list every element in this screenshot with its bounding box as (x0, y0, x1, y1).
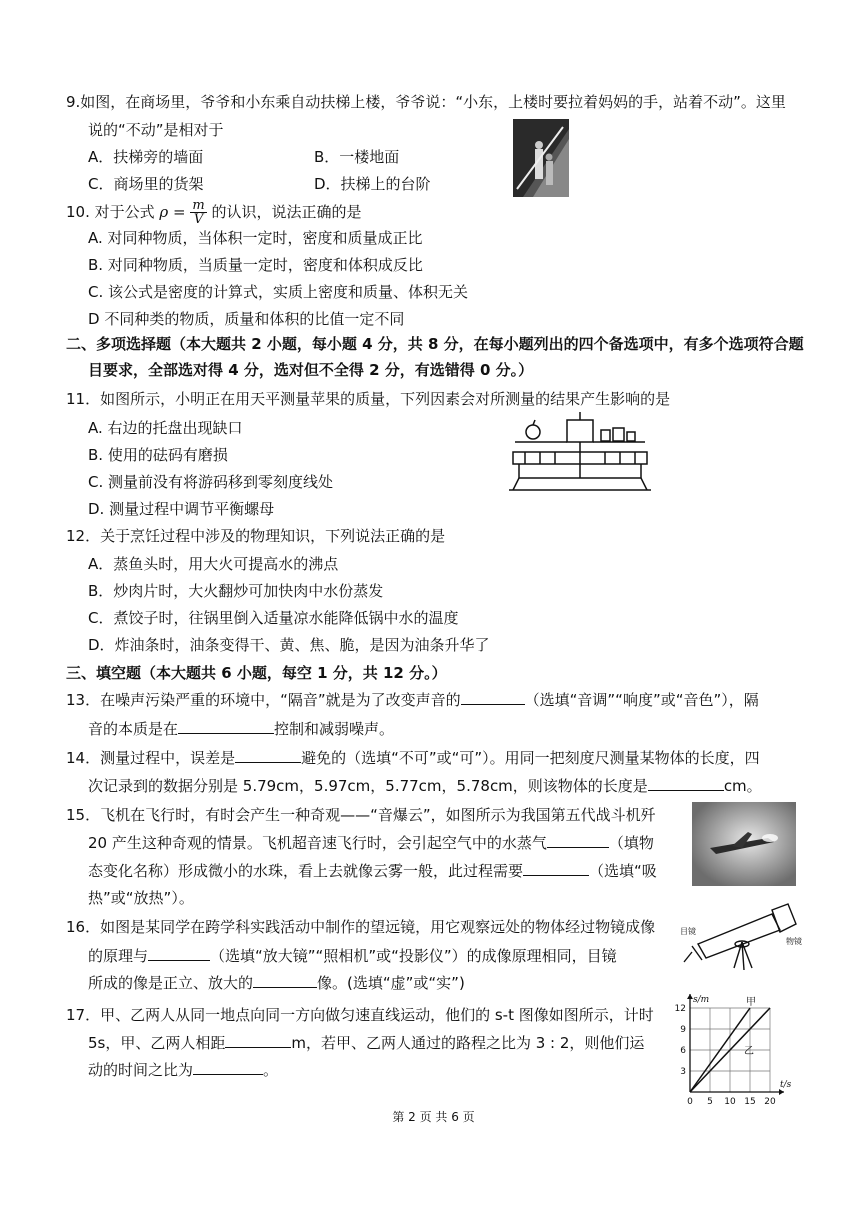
q10-option-d[interactable]: D 不同种类的物质，质量和体积的比值一定不同 (88, 310, 405, 328)
q11-option-b[interactable]: B. 使用的砝码有磨损 (88, 446, 228, 464)
page-footer: 第 2 页 共 6 页 (392, 1110, 475, 1124)
q16-text-4: 像。(选填“虚”或“实”) (317, 974, 465, 992)
q14-line2 (88, 776, 762, 796)
q13-text-2: （选填“音调”“响度”或“音色”），隔 (524, 691, 759, 709)
q11-stem: 11．如图所示，小明正在用天平测量苹果的质量，下列因素会对所测量的结果产生影响的是 (66, 390, 671, 408)
q14-line1 (66, 748, 760, 768)
q13-text-1: 13．在噪声污染严重的环境中，“隔音”就是为了改变声音的 (66, 691, 461, 709)
q9-option-d[interactable]: D．扶梯上的台阶 (314, 175, 431, 193)
q10-rho: ρ = (159, 203, 186, 221)
q13-blank-1[interactable] (461, 690, 525, 705)
q9-options-ab (88, 147, 400, 167)
q9-option-c[interactable]: C．商场里的货架 (88, 175, 204, 193)
q10-numerator: m (192, 198, 205, 213)
section2-heading-line1: 二、多项选择题（本大题共 2 小题，每小题 4 分，共 8 分，在每小题列出的四个备选项中，有多个选项符合题 (66, 335, 804, 353)
q15-line4: 热”或“放热”）。 (88, 889, 194, 907)
st-y-tick-label: 9 (680, 1025, 686, 1035)
q15-text-2: （填物 (608, 834, 654, 852)
q12-option-d[interactable]: D．炸油条时，油条变得干、黄、焦、脆，是因为油条升华了 (88, 636, 490, 654)
q16-line3 (88, 973, 465, 993)
st-series-label: 甲 (746, 997, 756, 1008)
q10-option-b[interactable]: B. 对同种物质，当质量一定时，密度和体积成反比 (88, 256, 423, 274)
q17-text-3: 动的时间之比为 (88, 1061, 194, 1079)
q15-blank-2[interactable] (523, 861, 589, 876)
q14-text-3: 次记录到的数据分别是 5.79cm，5.97cm，5.77cm，5.78cm，则该物体的长度是 (88, 777, 648, 795)
q9-options-cd (88, 174, 431, 194)
q16-text-2: （选填“放大镜”“照相机”或“投影仪”）的成像原理相同，目镜 (210, 947, 617, 965)
q9-option-a[interactable]: A．扶梯旁的墙面 (88, 148, 204, 166)
q17-text-2: m，若甲、乙两人通过的路程之比为 3 : 2，则他们运 (291, 1034, 645, 1052)
q14-blank-2[interactable] (648, 776, 724, 791)
q10-fraction (190, 199, 206, 226)
q13-text-3: 音的本质是在 (88, 720, 179, 738)
st-series-label: 乙 (744, 1046, 754, 1057)
st-x-tick-label: 10 (724, 1097, 736, 1107)
q11-option-c[interactable]: C. 测量前没有将游码移到零刻度线处 (88, 473, 334, 491)
q10-denominator: V (193, 212, 204, 227)
st-x-tick-label: 0 (687, 1097, 693, 1107)
q17-blank-1[interactable] (225, 1033, 291, 1048)
escalator-photo (513, 119, 569, 197)
q16-blank-2[interactable] (253, 973, 317, 988)
q16-text-1: 的原理与 (88, 947, 149, 965)
q14-blank-1[interactable] (235, 748, 301, 763)
st-x-axis-label: t/s (780, 1080, 792, 1090)
telescope-eyepiece-label: 目镜 (680, 927, 696, 936)
telescope-figure (676, 896, 808, 972)
q9-line1: 9.如图，在商场里，爷爷和小东乘自动扶梯上楼，爷爷说：“小东，上楼时要拉着妈妈的手，站着不动”。这里 (66, 93, 786, 111)
balance-scale-figure (505, 412, 655, 494)
telescope-objective-label: 物镜 (786, 937, 802, 946)
q10-stem (66, 199, 361, 226)
q10-suffix: 的认识，说法正确的是 (211, 203, 362, 221)
q14-text-2: 避免的（选填“不可”或“可”）。用同一把刻度尺测量某物体的长度，四 (301, 749, 760, 767)
q14-text-1: 14．测量过程中，误差是 (66, 749, 236, 767)
q15-line2 (88, 833, 654, 853)
q9-option-b[interactable]: B．一楼地面 (314, 148, 400, 166)
q14-text-4: cm。 (723, 777, 762, 795)
section3-heading: 三、填空题（本大题共 6 小题，每空 1 分，共 12 分。） (66, 664, 447, 682)
q15-text-3: 态变化名称）形成微小的水珠，看上去就像云雾一般，此过程需要 (88, 862, 524, 880)
q12-option-c[interactable]: C．煮饺子时，往锅里倒入适量凉水能降低锅中水的温度 (88, 609, 459, 627)
st-graph (670, 988, 794, 1110)
q17-text-4: 。 (263, 1061, 279, 1079)
q17-blank-2[interactable] (193, 1060, 263, 1075)
q16-text-3: 所成的像是正立、放大的 (88, 974, 254, 992)
st-x-tick-label: 15 (744, 1097, 756, 1107)
section2-heading-line2: 目要求，全部选对得 4 分，选对但不全得 2 分，有选错得 0 分。） (88, 361, 534, 379)
q12-option-b[interactable]: B．炒肉片时，大火翻炒可加快肉中水份蒸发 (88, 582, 384, 600)
q11-option-d[interactable]: D. 测量过程中调节平衡螺母 (88, 500, 275, 518)
q15-blank-1[interactable] (547, 833, 609, 848)
q12-stem: 12．关于烹饪过程中涉及的物理知识，下列说法正确的是 (66, 527, 446, 545)
st-y-axis-label: s/m (693, 995, 710, 1005)
q17-line1: 17．甲、乙两人从同一地点向同一方向做匀速直线运动，他们的 s-t 图像如图所示，计时 (66, 1006, 654, 1024)
q16-line2 (88, 946, 617, 966)
st-y-tick-label: 12 (674, 1004, 686, 1014)
fighter-jet-photo (692, 802, 796, 886)
st-x-tick-label: 5 (707, 1097, 713, 1107)
q13-text-4: 控制和减弱噪声。 (274, 720, 395, 738)
q10-option-a[interactable]: A. 对同种物质，当体积一定时，密度和质量成正比 (88, 229, 423, 247)
q15-text-1: 20 产生这种奇观的情景。飞机超音速飞行时，会引起空气中的水蒸气 (88, 834, 547, 852)
q10-option-c[interactable]: C. 该公式是密度的计算式，实质上密度和质量、体积无关 (88, 283, 469, 301)
q11-option-a[interactable]: A. 右边的托盘出现缺口 (88, 419, 243, 437)
q9-line2: 说的“不动”是相对于 (88, 121, 224, 139)
q16-blank-1[interactable] (148, 946, 210, 961)
q13-blank-2[interactable] (178, 719, 274, 734)
q16-line1: 16．如图是某同学在跨学科实践活动中制作的望远镜，用它观察远处的物体经过物镜成像 (66, 918, 656, 936)
q17-line3 (88, 1060, 278, 1080)
st-y-tick-label: 6 (680, 1046, 686, 1056)
q15-line1: 15．飞机在飞行时，有时会产生一种奇观——“音爆云”，如图所示为我国第五代战斗机歼 (66, 806, 656, 824)
q10-prefix: 10. 对于公式 (66, 203, 155, 221)
q17-line2 (88, 1033, 644, 1053)
q17-text-1: 5s，甲、乙两人相距 (88, 1034, 226, 1052)
q13-line2 (88, 719, 394, 739)
q13-line1 (66, 690, 759, 710)
q12-option-a[interactable]: A．蒸鱼头时，用大火可提高水的沸点 (88, 555, 339, 573)
q15-text-4: （选填“吸 (589, 862, 657, 880)
st-x-tick-label: 20 (764, 1097, 776, 1107)
q15-line3 (88, 861, 657, 881)
st-y-tick-label: 3 (680, 1067, 686, 1077)
